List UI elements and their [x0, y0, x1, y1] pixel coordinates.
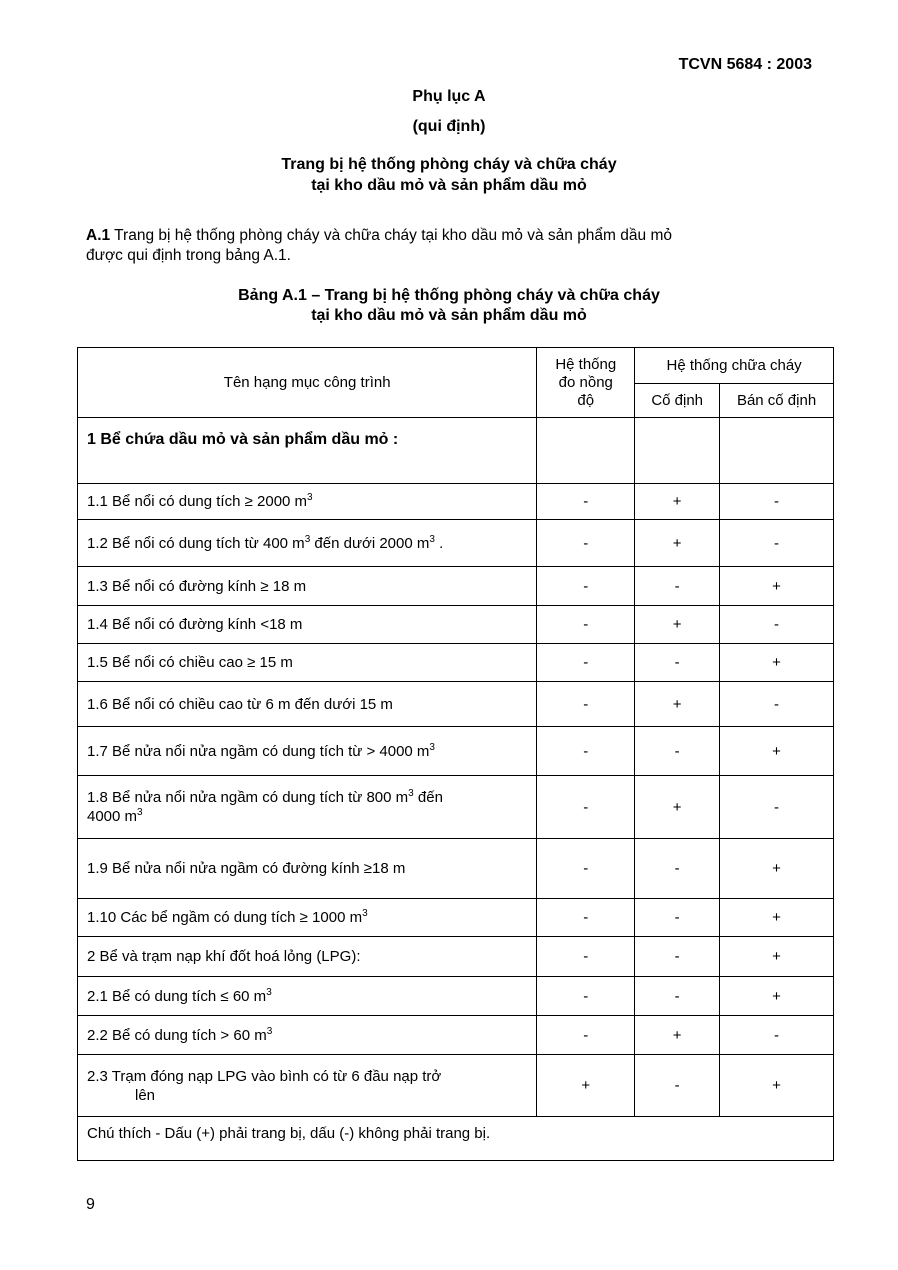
- fixed-mark: +: [635, 520, 720, 567]
- table-row: [78, 1055, 834, 1117]
- table-row: [78, 776, 834, 839]
- fixed-mark: -: [635, 839, 720, 899]
- semi-fixed-mark: +: [720, 977, 834, 1016]
- table-caption-line2: tại kho dầu mỏ và sản phẩm dầu mỏ: [311, 307, 587, 324]
- detection-mark: -: [537, 484, 635, 520]
- fixed-mark: -: [635, 937, 720, 977]
- semi-fixed-mark: +: [720, 727, 834, 776]
- detection-mark: +: [537, 1055, 635, 1117]
- semi-fixed-mark: -: [720, 682, 834, 727]
- standard-code: TCVN 5684 : 2003: [678, 56, 812, 73]
- semi-fixed-mark: +: [720, 899, 834, 937]
- row-item-name: 1.10 Các bể ngầm có dung tích ≥ 1000 $m^3$: [78, 899, 537, 937]
- row-item-name: 2 Bể và trạm nạp khí đốt hoá lỏng (LPG):: [78, 937, 537, 977]
- detection-mark: -: [537, 776, 635, 839]
- row-item-name: 1.3 Bể nổi có đường kính ≥ 18 m: [78, 567, 537, 606]
- table-row: [78, 484, 834, 520]
- header-fixed: Cố định: [635, 384, 720, 418]
- row-item-name: 1.8 Bể nửa nổi nửa ngầm có dung tích từ 800 $m^3$ đến 4000 $m^3$: [78, 776, 537, 839]
- semi-fixed-mark: -: [720, 1016, 834, 1055]
- semi-fixed-mark: +: [720, 567, 834, 606]
- table-row: [78, 727, 834, 776]
- table-row: [78, 520, 834, 567]
- table-row: [78, 937, 834, 977]
- header-item-name: Tên hạng mục công trình: [78, 348, 537, 418]
- row-item-name: 1.4 Bể nổi có đường kính <18 m: [78, 606, 537, 644]
- row-item-name: 2.2 Bể có dung tích > 60 $m^3$: [78, 1016, 537, 1055]
- table-row: [78, 606, 834, 644]
- fixed-mark: -: [635, 567, 720, 606]
- header-semi-fixed: Bán cố định: [720, 384, 834, 418]
- page-number: 9: [86, 1196, 95, 1213]
- fixed-mark: -: [635, 644, 720, 682]
- paragraph-text-line2: được qui định trong bảng A.1.: [86, 247, 291, 264]
- paragraph-text-line1: Trang bị hệ thống phòng cháy và chữa cháy tại kho dầu mỏ và sản phẩm dầu mỏ: [110, 227, 672, 244]
- row-item-name: 2.1 Bể có dung tích ≤ 60 $m^3$: [78, 977, 537, 1016]
- table-caption-line1: Bảng A.1 – Trang bị hệ thống phòng cháy và chữa cháy: [238, 287, 660, 304]
- appendix-heading-line2: tại kho dầu mỏ và sản phẩm dầu mỏ: [311, 177, 587, 194]
- table-row: [78, 1016, 834, 1055]
- detection-mark: -: [537, 520, 635, 567]
- semi-fixed-mark: -: [720, 606, 834, 644]
- table-row: [78, 977, 834, 1016]
- semi-fixed-mark: +: [720, 937, 834, 977]
- semi-fixed-mark: -: [720, 520, 834, 567]
- detection-mark: -: [537, 644, 635, 682]
- group-oil-tanks: 1 Bể chứa dầu mỏ và sản phẩm dầu mỏ :: [78, 418, 537, 484]
- header-fire-system: Hệ thống chữa cháy: [635, 348, 834, 384]
- semi-fixed-mark: +: [720, 1055, 834, 1117]
- row-item-name: 1.9 Bể nửa nổi nửa ngầm có đường kính ≥18 m: [78, 839, 537, 899]
- detection-mark: -: [537, 899, 635, 937]
- row-item-name: 1.6 Bể nổi có chiều cao từ 6 m đến dưới 15 m: [78, 682, 537, 727]
- detection-mark: -: [537, 567, 635, 606]
- row-item-name: 2.3 Trạm đóng nạp LPG vào bình có từ 6 đầu nạp trở lên: [78, 1055, 537, 1117]
- detection-mark: -: [537, 682, 635, 727]
- detection-mark: -: [537, 1016, 635, 1055]
- appendix-subtitle: (qui định): [412, 118, 486, 135]
- detection-mark: -: [537, 937, 635, 977]
- table-row: [78, 899, 834, 937]
- detection-mark: -: [537, 977, 635, 1016]
- fixed-mark: +: [635, 1016, 720, 1055]
- table-note: Chú thích - Dấu (+) phải trang bị, dấu (-) không phải trang bị.: [78, 1117, 834, 1161]
- fixed-mark: -: [635, 727, 720, 776]
- fixed-mark: -: [635, 977, 720, 1016]
- table-row: [78, 682, 834, 727]
- detection-mark: -: [537, 727, 635, 776]
- fixed-mark: -: [635, 899, 720, 937]
- semi-fixed-mark: +: [720, 644, 834, 682]
- appendix-title: Phụ lục A: [412, 88, 486, 105]
- fixed-mark: +: [635, 682, 720, 727]
- appendix-heading-line1: Trang bị hệ thống phòng cháy và chữa cháy: [281, 156, 617, 173]
- fixed-mark: +: [635, 776, 720, 839]
- paragraph-label: A.1: [86, 227, 111, 244]
- table-row: [78, 644, 834, 682]
- fixed-mark: +: [635, 484, 720, 520]
- semi-fixed-mark: -: [720, 484, 834, 520]
- semi-fixed-mark: +: [720, 839, 834, 899]
- row-item-name: 1.1 Bể nổi có dung tích ≥ 2000 $m^3$: [78, 484, 537, 520]
- intro-paragraph: [86, 226, 814, 266]
- row-item-name: 1.2 Bể nổi có dung tích từ 400 $m^3$ đến dưới 2000 $m^3$ .: [78, 520, 537, 567]
- equipment-table: [77, 347, 834, 1161]
- fixed-mark: +: [635, 606, 720, 644]
- row-item-name: 1.7 Bể nửa nổi nửa ngầm có dung tích từ > 4000 $m^3$: [78, 727, 537, 776]
- detection-mark: -: [537, 839, 635, 899]
- header-detection-system: Hệ thống đo nồng độ: [537, 348, 635, 418]
- detection-mark: -: [537, 606, 635, 644]
- semi-fixed-mark: -: [720, 776, 834, 839]
- table-row: [78, 567, 834, 606]
- row-item-name: 1.5 Bể nổi có chiều cao ≥ 15 m: [78, 644, 537, 682]
- fixed-mark: -: [635, 1055, 720, 1117]
- table-row: [78, 839, 834, 899]
